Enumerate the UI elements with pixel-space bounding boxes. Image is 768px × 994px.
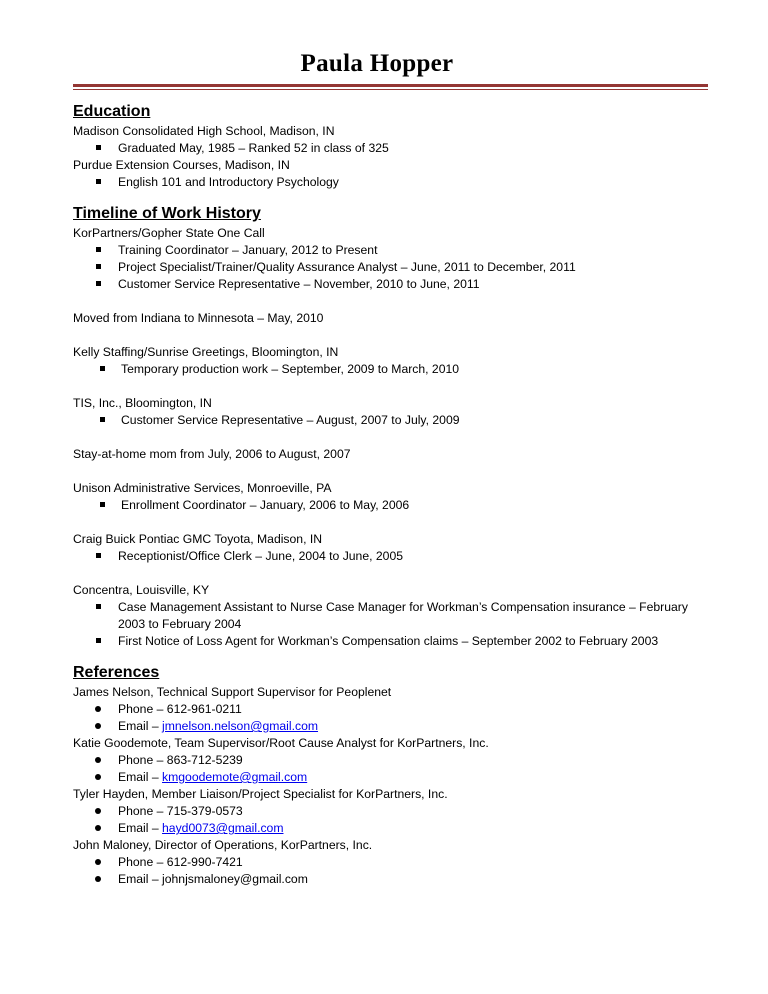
resume-name: Paula Hopper <box>300 50 454 77</box>
tis-list <box>73 412 713 429</box>
employer-kelly: Kelly Staffing/Sunrise Greetings, Bloomington, IN <box>73 345 339 359</box>
resume-content <box>73 101 713 888</box>
section-gap <box>73 650 713 662</box>
education-heading: Education <box>73 103 151 120</box>
reference-contact-list <box>73 752 713 786</box>
kelly-list <box>73 361 713 378</box>
blank-line <box>73 463 713 480</box>
section-gap <box>73 191 713 203</box>
blank-line <box>73 293 713 310</box>
employer-craig: Craig Buick Pontiac GMC Toyota, Madison, IN <box>73 532 323 546</box>
reference-title: Katie Goodemote, Team Supervisor/Root Cause Analyst for KorPartners, Inc. <box>73 736 489 750</box>
craig-list <box>73 548 713 565</box>
blank-line <box>73 429 713 446</box>
email-prefix: Email – <box>118 821 163 835</box>
list-item: Customer Service Representative – November, 2010 to June, 2011 <box>73 276 713 293</box>
blank-line <box>73 565 713 582</box>
employer-concentra: Concentra, Louisville, KY <box>73 583 210 597</box>
list-item: Graduated May, 1985 – Ranked 52 in class of 325 <box>73 140 713 157</box>
list-item: Case Management Assistant to Nurse Case Manager for Workman’s Compensation insurance – February 2003 to February 2004 <box>73 599 713 633</box>
reference-email <box>73 718 713 735</box>
reference-contact-list <box>73 701 713 735</box>
blank-line <box>73 327 713 344</box>
header-rule-thin <box>73 89 708 90</box>
list-item: Customer Service Representative – August, 2007 to July, 2009 <box>73 412 713 429</box>
list-item: First Notice of Loss Agent for Workman’s Compensation claims – September 2002 to February 2003 <box>73 633 713 650</box>
reference-phone: Phone – 863-712-5239 <box>73 752 713 769</box>
references-heading: References <box>73 664 160 681</box>
blank-line <box>73 378 713 395</box>
list-item: English 101 and Introductory Psychology <box>73 174 713 191</box>
reference-contact-list <box>73 854 713 888</box>
education-school-1: Madison Consolidated High School, Madison, IN <box>73 124 335 138</box>
reference-title: John Maloney, Director of Operations, KorPartners, Inc. <box>73 838 373 852</box>
reference-phone: Phone – 612-990-7421 <box>73 854 713 871</box>
list-item: Project Specialist/Trainer/Quality Assurance Analyst – June, 2011 to December, 2011 <box>73 259 713 276</box>
list-item: Enrollment Coordinator – January, 2006 to May, 2006 <box>73 497 713 514</box>
work-heading: Timeline of Work History <box>73 205 261 222</box>
unison-list <box>73 497 713 514</box>
reference-phone: Phone – 612-961-0211 <box>73 701 713 718</box>
reference-phone: Phone – 715-379-0573 <box>73 803 713 820</box>
employer-korpartners: KorPartners/Gopher State One Call <box>73 226 265 240</box>
reference-title: James Nelson, Technical Support Supervisor for Peoplenet <box>73 685 392 699</box>
list-item: Receptionist/Office Clerk – June, 2004 to June, 2005 <box>73 548 713 565</box>
email-prefix: Email – <box>118 770 163 784</box>
reference-title: Tyler Hayden, Member Liaison/Project Specialist for KorPartners, Inc. <box>73 787 448 801</box>
blank-line <box>73 514 713 531</box>
email-link[interactable]: hayd0073@gmail.com <box>162 821 284 835</box>
stay-at-home-note: Stay-at-home mom from July, 2006 to August, 2007 <box>73 447 351 461</box>
list-item: Training Coordinator – January, 2012 to Present <box>73 242 713 259</box>
concentra-list <box>73 599 713 650</box>
reference-contact-list <box>73 803 713 837</box>
education-school-2-list <box>73 174 713 191</box>
email-link[interactable]: jmnelson.nelson@gmail.com <box>162 719 319 733</box>
employer-tis: TIS, Inc., Bloomington, IN <box>73 396 212 410</box>
list-item: Temporary production work – September, 2009 to March, 2010 <box>73 361 713 378</box>
email-prefix: Email – <box>118 719 163 733</box>
employer-unison: Unison Administrative Services, Monroeville, PA <box>73 481 332 495</box>
reference-email <box>73 769 713 786</box>
education-school-2: Purdue Extension Courses, Madison, IN <box>73 158 290 172</box>
reference-email: Email – johnjsmaloney@gmail.com <box>73 871 713 888</box>
reference-email <box>73 820 713 837</box>
education-school-1-list <box>73 140 713 157</box>
email-link[interactable]: kmgoodemote@gmail.com <box>162 770 308 784</box>
header-rule-thick <box>73 84 708 87</box>
korpartners-list <box>73 242 713 293</box>
moved-note: Moved from Indiana to Minnesota – May, 2010 <box>73 311 324 325</box>
